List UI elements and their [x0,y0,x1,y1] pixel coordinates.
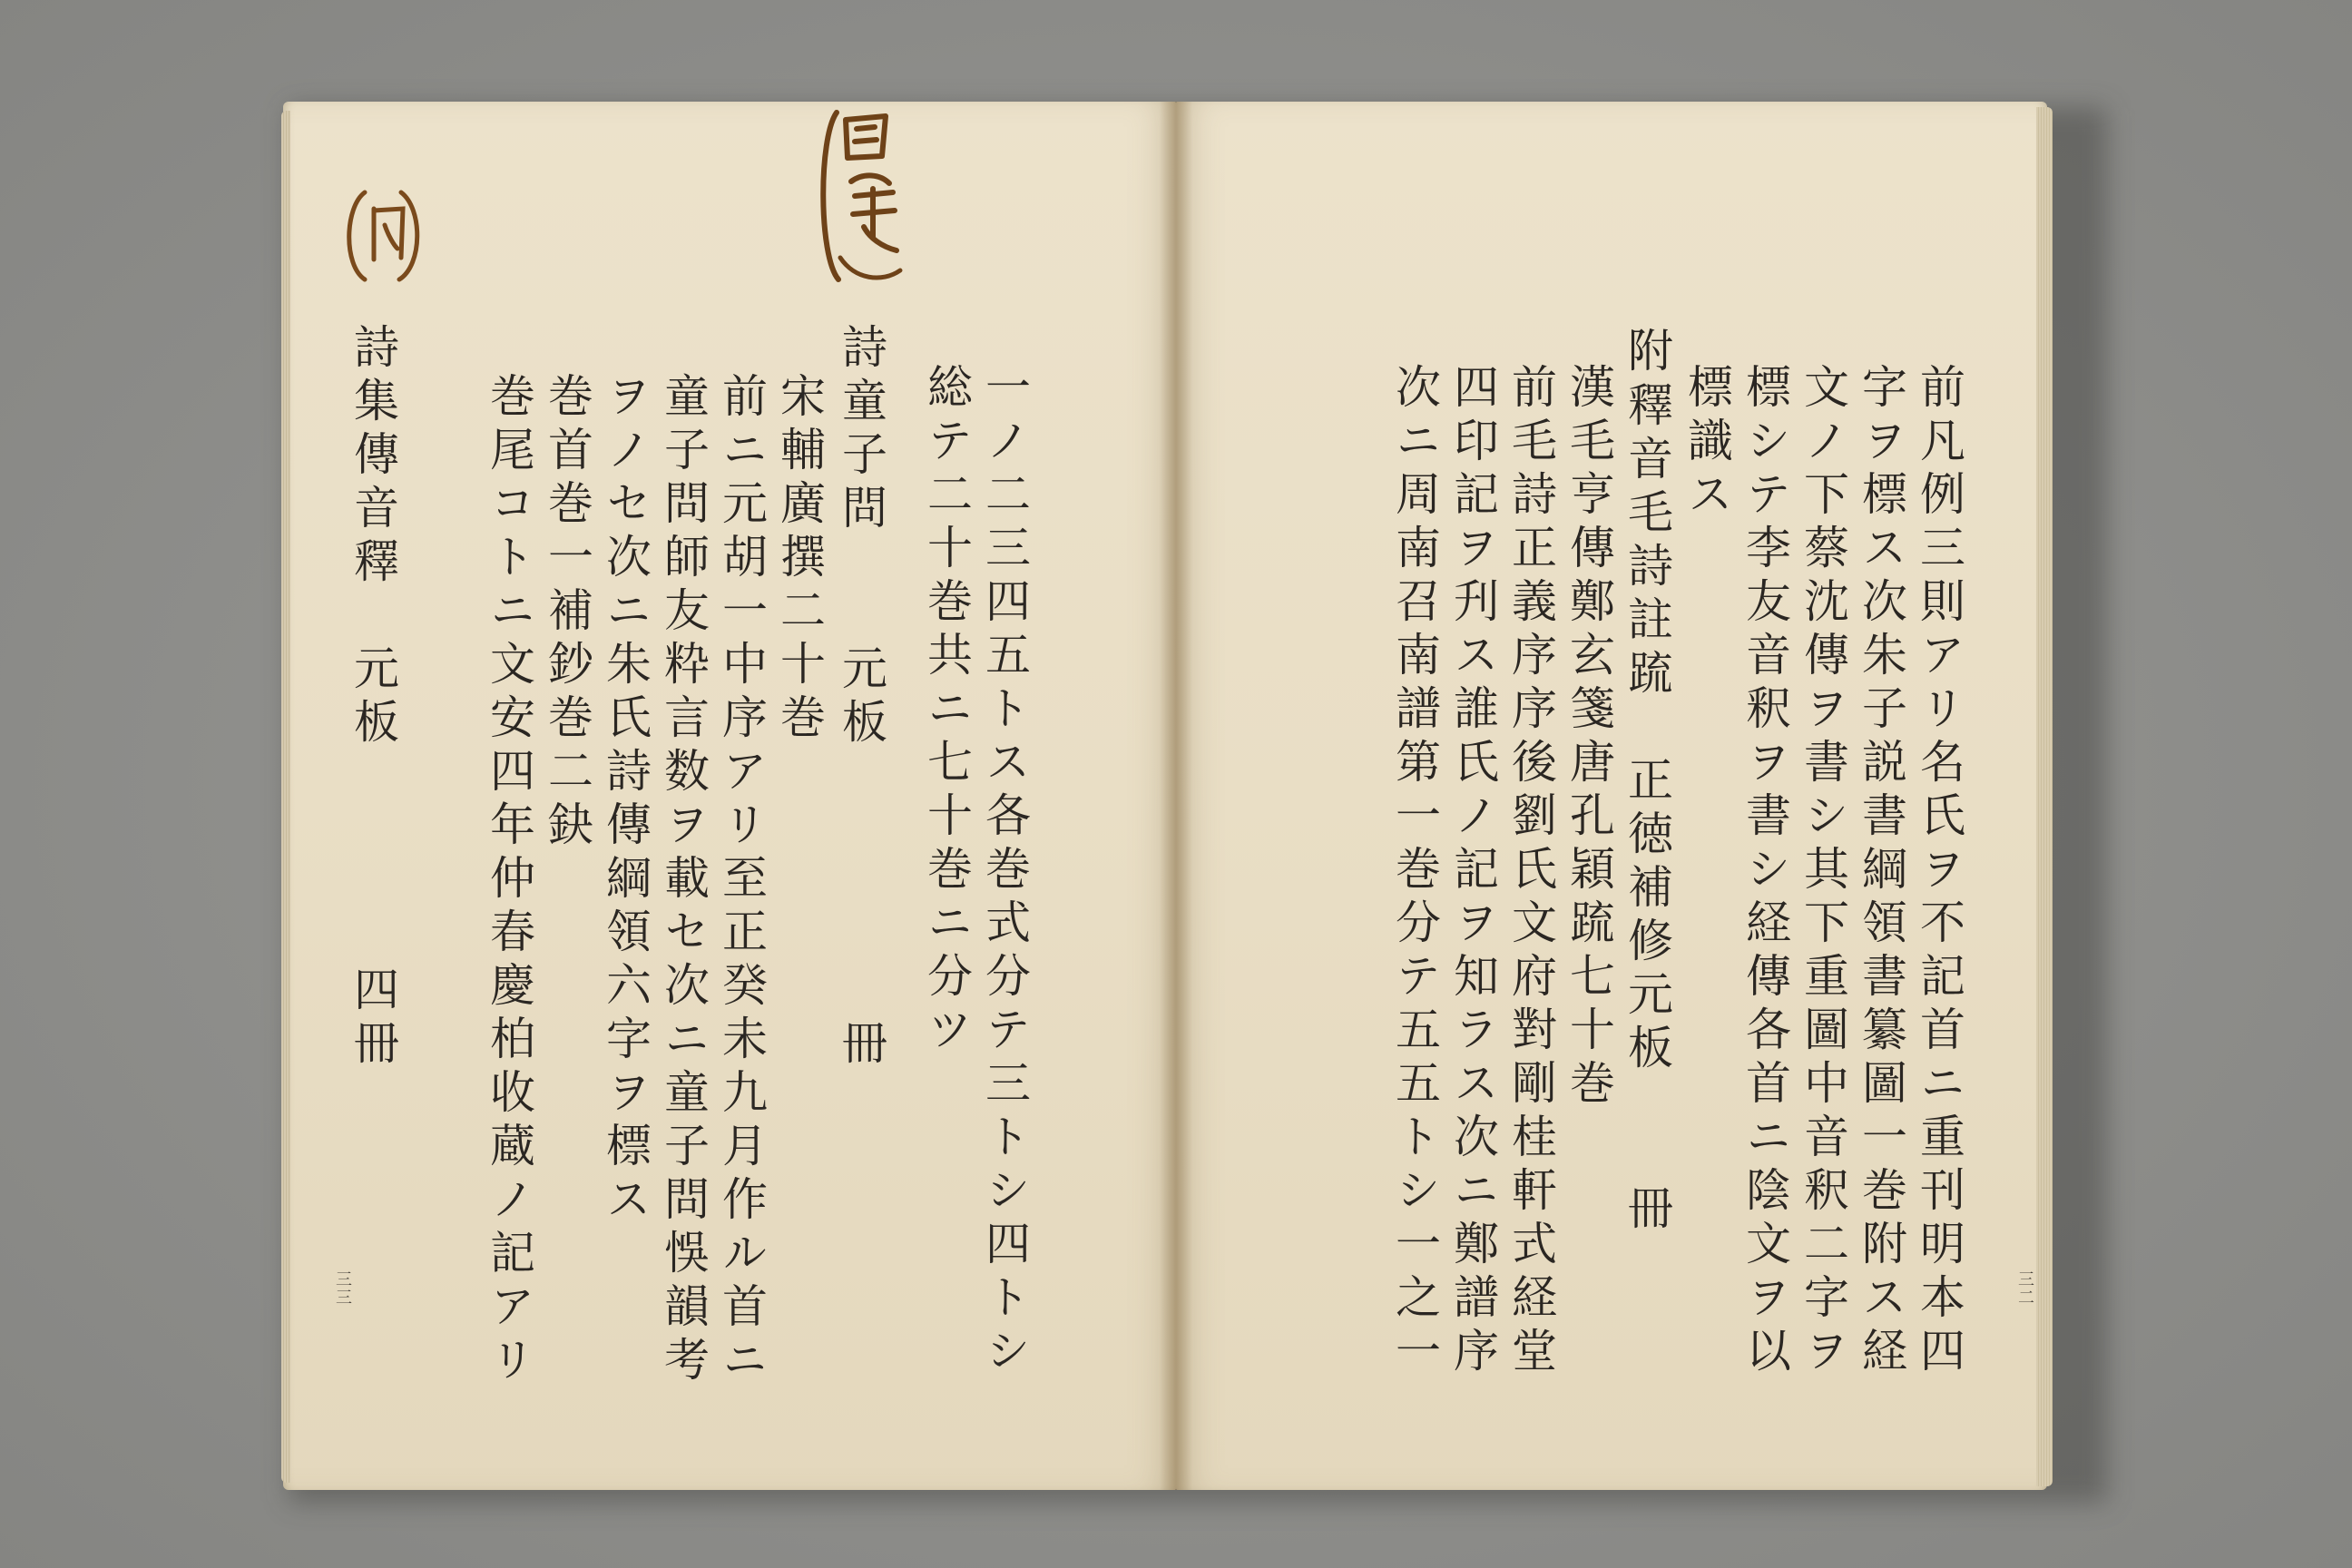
left-line-6: 童子問師友粋言数ヲ載セ次ニ童子問悞韻考 [657,372,710,1389]
right-line-10: 四印記ヲ刋ス誰氏ノ記ヲ知ラス次ニ鄭譜序 [1446,363,1499,1380]
left-line-2: 総テ二十巻共ニ七十巻ニ分ツ [920,363,973,1059]
right-line-3: 文ノ下蔡沈傳ヲ書シ其下重圖中音釈二字ヲ [1797,363,1849,1380]
right-line-2: 字ヲ標ス次朱子説書綱領書纂圖一巻附ス経 [1855,363,1907,1380]
left-page-edge [281,111,290,1483]
right-line-7: 釋音毛詩註䟽 正徳補修元板 冊 [1621,381,1673,1238]
right-folio: 三二 [2015,1270,2034,1307]
seal-stamp-b [809,102,911,292]
left-line-9: 巻尾コトニ文安四年仲春慶柏收蔵ノ記アリ [483,372,535,1389]
left-line-10: 詩集傳音釋 元板 四冊 [347,323,399,1073]
right-line-9: 前毛詩正義序序後劉氏文府對剛桂軒式経堂 [1504,363,1557,1380]
left-line-1: 一ノ二三四五トス各巻式分テ三トシ四トシ [978,363,1031,1380]
seal-stamp-a [338,181,428,290]
book-gutter [1160,102,1192,1490]
right-line-1: 前凡例三則アリ名氏ヲ不記首ニ重刊明本四 [1913,363,1965,1380]
right-line-11: 次ニ周南召南譜第一巻分テ五五トシ一之一 [1388,363,1441,1380]
right-line-8: 漢毛亨傳鄭玄箋唐孔穎䟽七十巻 [1563,363,1615,1112]
left-line-7: ヲノセ次ニ朱氏詩傳綱領六字ヲ標ス [599,372,652,1229]
left-line-5: 前ニ元胡一中序アリ至正癸未九月作ル首ニ [715,372,768,1389]
left-line-8: 巻首巻一補鈔巻二鈌 [541,372,593,854]
right-page-edge [2036,107,2053,1486]
left-line-3: 詩童子問 元板 冊 [835,323,887,1073]
left-folio: 三三 [333,1270,352,1307]
right-line-5: 標識ス [1681,363,1733,524]
right-line-6: 附 [1621,327,1673,380]
right-line-4: 標シテ李友音釈ヲ書シ経傳各首ニ陰文ヲ以 [1739,363,1791,1380]
left-line-4: 宋輔廣撰二十巻 [773,372,826,747]
